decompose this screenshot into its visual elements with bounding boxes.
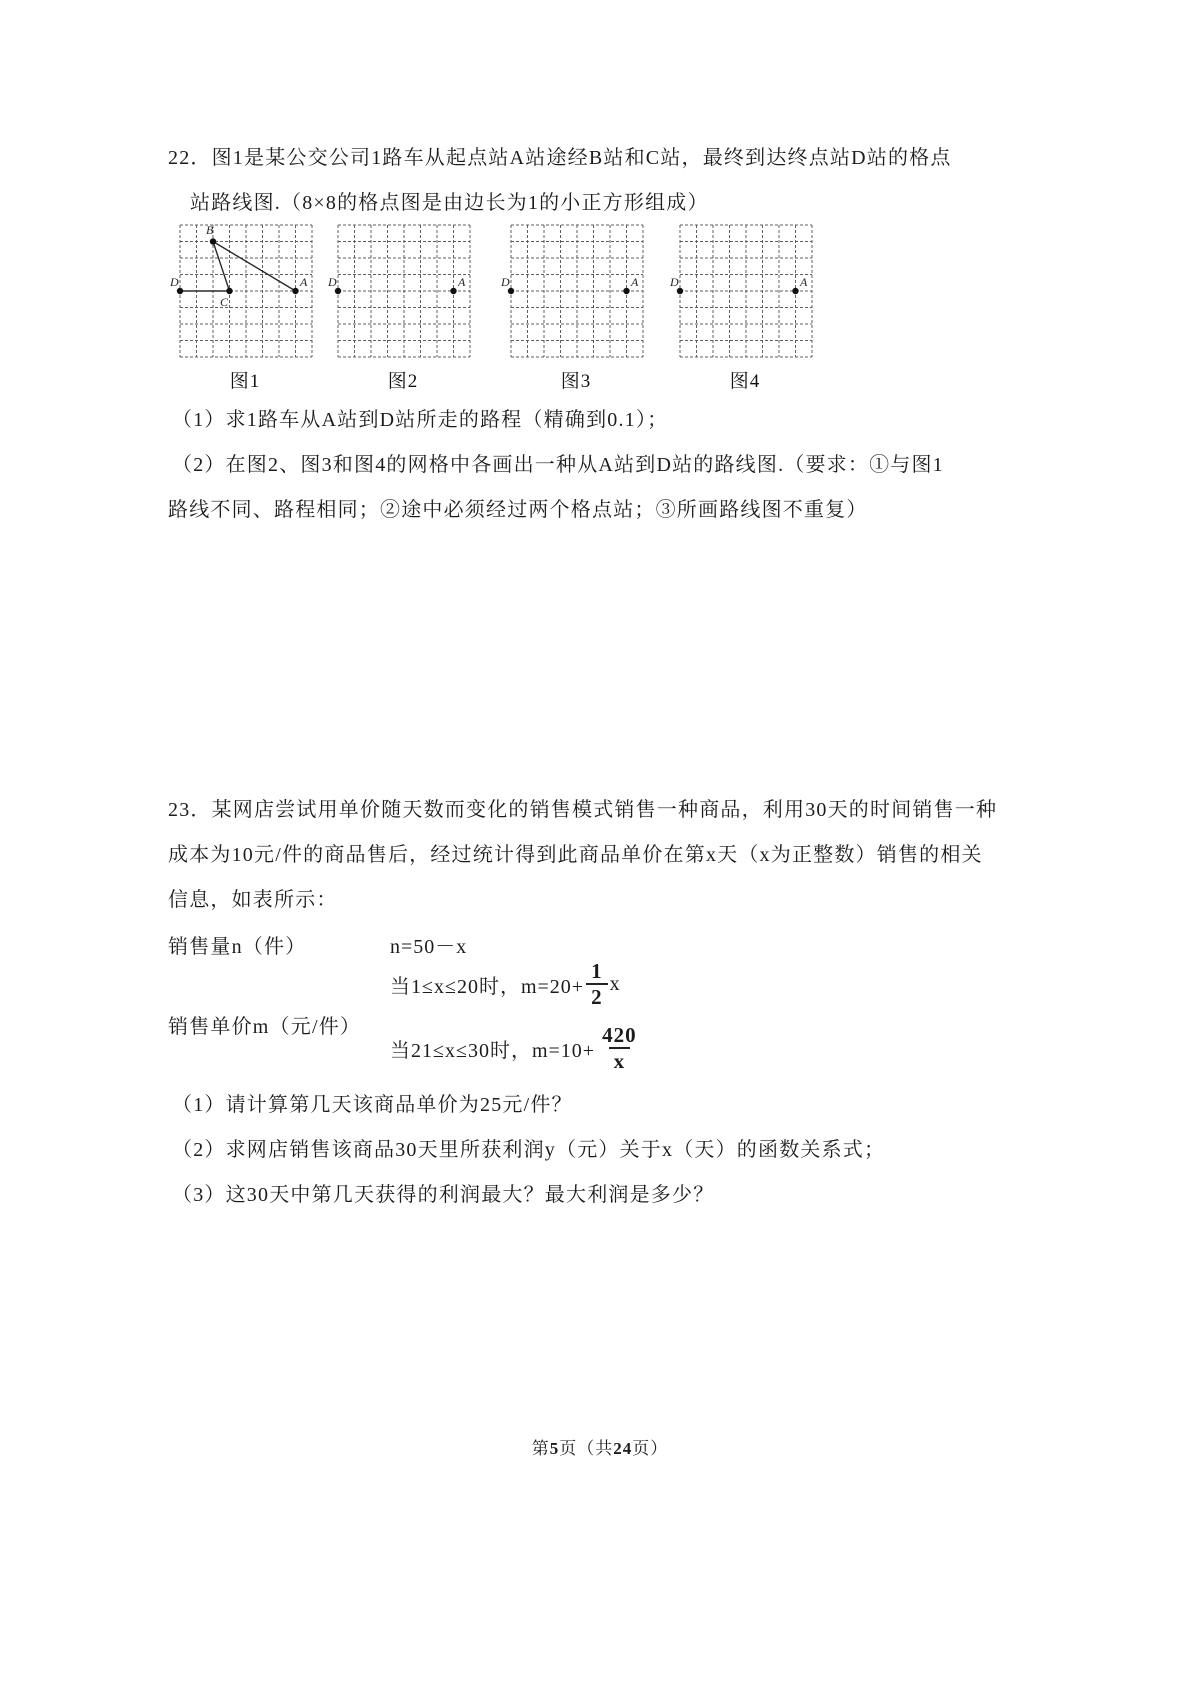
grid-figure-2 — [328, 220, 478, 362]
grid-figure-1 — [170, 220, 320, 362]
footer-page-number: 5 — [549, 1439, 560, 1458]
price-formula-1-prefix: 当1≤x≤20时，m=20+ — [390, 975, 585, 998]
grid-figure-4 — [670, 220, 820, 362]
fraction-one-half: $\frac{1}{2}$ — [586, 960, 608, 1008]
station-c-dot — [226, 288, 232, 294]
sales-quantity-label: 销售量n（件） — [168, 936, 307, 958]
figure-1 — [170, 220, 320, 393]
station-a-label: A — [631, 275, 639, 289]
station-a-dot — [292, 288, 298, 294]
station-d-label: D — [501, 275, 510, 289]
problem23-line1: 23．某网店尝试用单价随天数而变化的销售模式销售一种商品，利用30天的时间销售一种 — [168, 799, 998, 821]
problem23-line3: 信息，如表所示： — [168, 889, 338, 911]
station-b-dot — [210, 238, 216, 244]
station-d-label: D — [670, 275, 679, 289]
footer-suffix: 页） — [632, 1439, 669, 1458]
station-a-dot — [450, 288, 456, 294]
figure-2-caption: 图2 — [387, 371, 419, 392]
fraction-420-over-x: $\frac{420}{x}$ — [602, 1023, 637, 1074]
figure-3-caption: 图3 — [560, 371, 592, 392]
station-a-label: A — [800, 275, 808, 289]
footer-mid: 页（共 — [559, 1439, 614, 1458]
problem22-question-2-line1: （2）在图2、图3和图4的网格中各画出一种从A站到D站的路线图.（要求：①与图1 — [172, 454, 944, 476]
station-d-label: D — [328, 275, 337, 289]
problem23-question-1: （1）请计算第几天该商品单价为25元/件？ — [172, 1094, 573, 1116]
problem22-line2: 站路线图.（8×8的格点图是由边长为1的小正方形组成） — [190, 192, 709, 214]
page-footer — [0, 1434, 1200, 1459]
footer-prefix: 第 — [531, 1439, 550, 1458]
station-a-dot — [623, 288, 629, 294]
station-a-label: A — [300, 275, 308, 289]
station-b-label: B — [206, 223, 214, 237]
figure-4 — [670, 220, 820, 393]
price-formula-2 — [390, 1024, 644, 1072]
figure-2 — [328, 220, 478, 393]
unit-price-label: 销售单价m（元/件） — [168, 1016, 362, 1038]
station-a-dot — [792, 288, 798, 294]
footer-total-pages: 24 — [613, 1439, 633, 1458]
problem22-question-2-line2: 路线不同、路程相同；②途中必须经过两个格点站；③所画路线图不重复） — [168, 499, 868, 521]
problem23-question-2: （2）求网店销售该商品30天里所获利润y（元）关于x（天）的函数关系式； — [172, 1139, 886, 1161]
figure-3 — [501, 220, 651, 393]
problem22-line1: 22．图1是某公交公司1路车从起点站A站途经B站和C站，最终到达终点站D站的格点 — [168, 147, 952, 169]
price-formula-2-prefix: 当21≤x≤30时，m=10+ — [390, 1039, 596, 1062]
problem22-question-1: （1）求1路车从A站到D站所走的路程（精确到0.1）； — [172, 409, 669, 431]
price-formula-1-suffix: x — [609, 972, 621, 995]
station-a-label: A — [458, 275, 466, 289]
problem23-line2: 成本为10元/件的商品售后，经过统计得到此商品单价在第x天（x为正整数）销售的相关 — [168, 844, 983, 866]
figure-1-caption: 图1 — [229, 371, 261, 392]
grid-figure-3 — [501, 220, 651, 362]
figure-4-caption: 图4 — [729, 371, 761, 392]
price-formula-1 — [390, 960, 621, 1008]
station-d-label: D — [170, 275, 179, 289]
sales-quantity-value: n=50－x — [390, 936, 468, 958]
grid-figures-row — [170, 220, 820, 393]
problem23-question-3: （3）这30天中第几天获得的利润最大？最大利润是多少？ — [172, 1184, 715, 1206]
station-c-label: C — [220, 295, 229, 309]
bus-route-path — [180, 242, 296, 292]
